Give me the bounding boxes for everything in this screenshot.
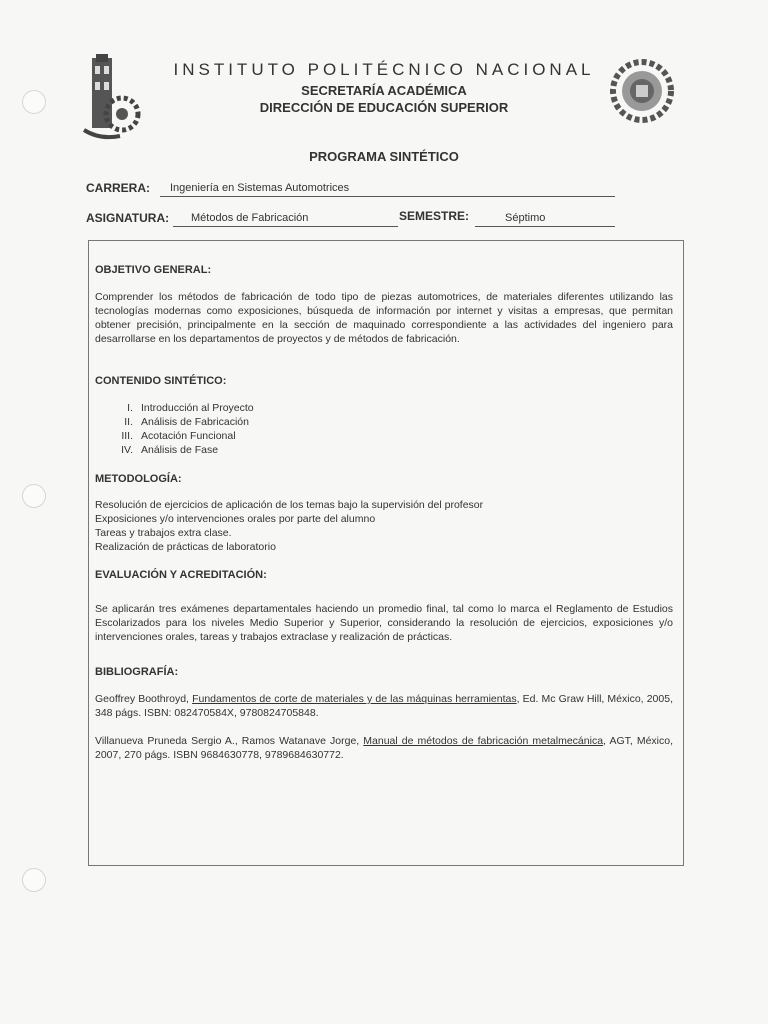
list-item: I. Introducción al Proyecto: [127, 402, 254, 414]
secretaria-title: SECRETARÍA ACADÉMICA: [301, 83, 467, 98]
asignatura-value: Métodos de Fabricación: [173, 211, 398, 227]
evaluacion-heading: EVALUACIÓN Y ACREDITACIÓN:: [95, 569, 267, 581]
bibliography-entry: Geoffrey Boothroyd, Fundamentos de corte de materiales y de las máquinas herramientas, Ed. Mc Graw Hill, México, 2005, 348 págs. ISBN: 082470584X, 9780824705848.: [95, 693, 673, 719]
semestre-label: SEMESTRE:: [399, 209, 470, 223]
list-item: III. Acotación Funcional: [121, 430, 236, 442]
bibliografia-heading: BIBLIOGRAFÍA:: [95, 666, 179, 678]
metodologia-heading: METODOLOGÍA:: [95, 473, 182, 485]
list-item: IV. Análisis de Fase: [121, 444, 219, 456]
objetivo-text: Comprender los métodos de fabricación de todo tipo de piezas automotrices, de materiales diferentes utilizando las tecnologías modernas como exposiciones, búsqueda de información por internet y visitas a empresas, que permitan obtener precisión, principalmente en la sección de maquinado correspondiente a las actividades del ingeniero para desarrollarse en los departamentos de proyectos y de métodos de fabricación.: [95, 291, 673, 345]
metodologia-line: Realización de prácticas de laboratorio: [95, 541, 276, 553]
evaluacion-text: Se aplicarán tres exámenes departamentales haciendo un promedio final, tal como lo marca el Reglamento de Estudios Escolarizados para los niveles Medio Superior y Superior, considerando la resolución de ejercicios, exposiciones y/o intervenciones orales, tareas y trabajos extraclase y realización de prácticas.: [95, 603, 673, 643]
punch-hole: [22, 484, 46, 508]
punch-hole: [22, 868, 46, 892]
objetivo-heading: OBJETIVO GENERAL:: [95, 264, 212, 276]
asignatura-label: ASIGNATURA:: [86, 211, 170, 225]
institution-title: INSTITUTO POLITÉCNICO NACIONAL: [173, 60, 595, 79]
metodologia-line: Exposiciones y/o intervenciones orales por parte del alumno: [95, 513, 376, 525]
metodologia-line: Tareas y trabajos extra clase.: [95, 527, 232, 539]
carrera-label: CARRERA:: [86, 181, 150, 195]
semestre-value: Séptimo: [475, 211, 615, 227]
direccion-title: DIRECCIÓN DE EDUCACIÓN SUPERIOR: [259, 100, 509, 115]
list-item: II. Análisis de Fabricación: [124, 416, 249, 428]
contenido-heading: CONTENIDO SINTÉTICO:: [95, 375, 227, 387]
bibliography-entry: Villanueva Pruneda Sergio A., Ramos Watanave Jorge, Manual de métodos de fabricación metalmecánica, AGT, México, 2007, 270 págs. ISBN 9684630778, 9789684630772.: [95, 735, 674, 761]
carrera-value: Ingeniería en Sistemas Automotrices: [160, 181, 615, 197]
metodologia-line: Resolución de ejercicios de aplicación de los temas bajo la supervisión del profesor: [95, 499, 484, 511]
programa-title: PROGRAMA SINTÉTICO: [309, 149, 459, 164]
